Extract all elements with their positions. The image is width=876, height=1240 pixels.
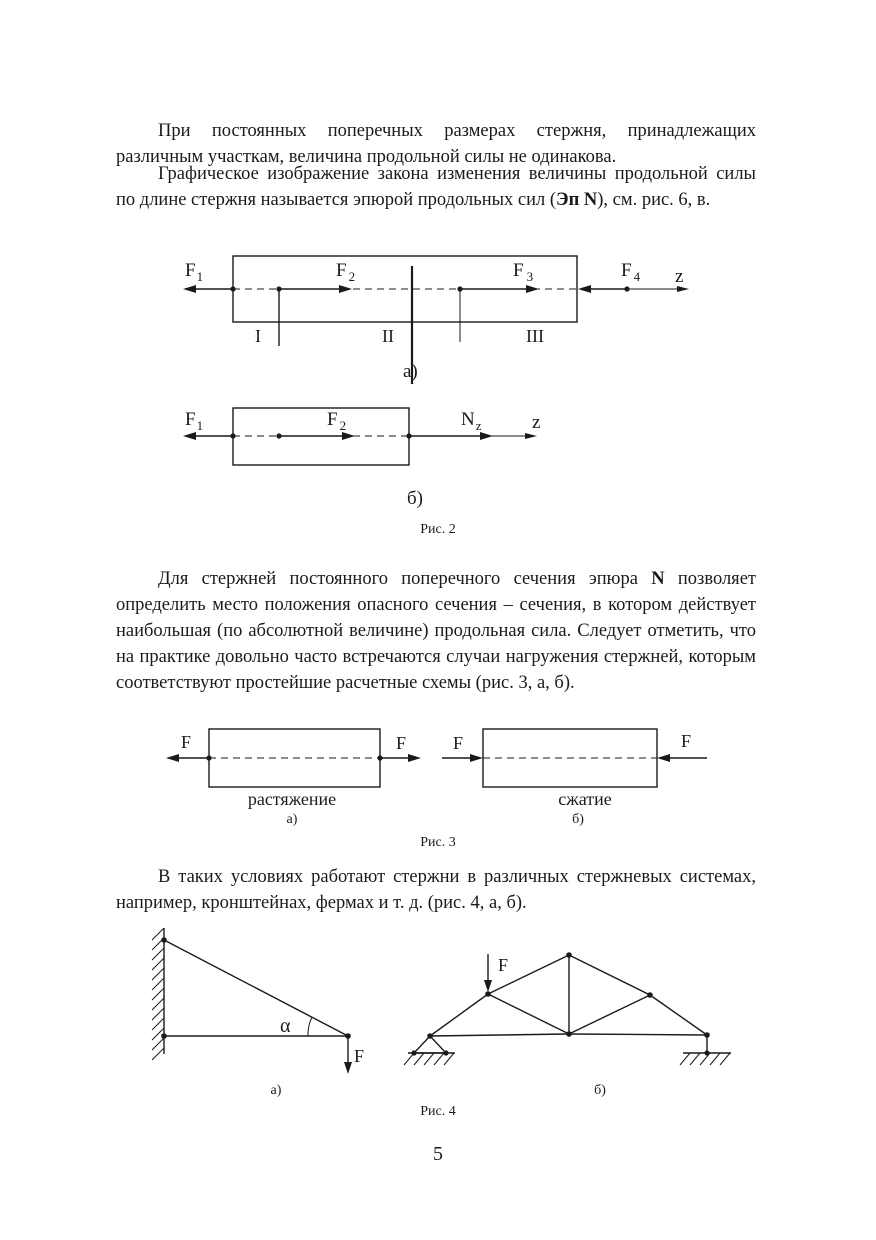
node-3a-right <box>377 755 382 760</box>
node-f1 <box>230 286 235 291</box>
label-f1-2b: $F_1$ <box>185 409 204 433</box>
arrowhead-3a-left <box>166 754 179 762</box>
label-angle: α <box>280 1015 291 1037</box>
truss-node-top <box>566 952 572 958</box>
bracket-diagonal-rod <box>164 940 348 1036</box>
node-f1-2b <box>230 433 235 438</box>
truss-node-upper-left <box>485 991 491 997</box>
paragraph-2-text-a: Графическое изображение закона изменения величины продольной силы по длине стержня называется эпюрой продольных сил ( <box>116 164 756 210</box>
truss-node-upper-right <box>647 992 653 998</box>
label-f3: F $_3$ <box>513 260 534 284</box>
paragraph-4 <box>116 864 756 916</box>
label-f4: F $_4$ <box>621 260 641 284</box>
label-bracket-force: F <box>354 1046 365 1066</box>
bracket-force-arrowhead <box>344 1062 352 1074</box>
label-f1: $F_1$ <box>185 260 204 284</box>
figure-3 <box>0 725 876 825</box>
label-section-3: III <box>526 326 544 346</box>
figure-2b <box>0 398 876 508</box>
arrowhead-f4 <box>578 285 591 293</box>
arrowhead-3a-right <box>408 754 421 762</box>
caption-fig3: Рис. 3 <box>420 835 456 850</box>
label-3a: а) <box>286 812 298 827</box>
node-nz <box>406 433 411 438</box>
label-fig2a: а) <box>403 361 418 382</box>
label-f2: F $_2$ <box>336 260 356 284</box>
label-nz: $N_z$ <box>461 409 482 433</box>
paragraph-3-text-b: позволяет определить место положения опасного сечения – сечения, в котором действует наибольшая (по абсолютной величине) продольная сила. Следует отметить, что на практике довольно часто встречаются случаи нагружения стержней, которым соответствуют простейшие расчетные схемы (рис. 3, а, б). <box>116 569 756 693</box>
arrowhead-f1-2b <box>183 432 196 440</box>
arrowhead-f3 <box>526 285 539 293</box>
figure-4 <box>0 922 876 1102</box>
arrowhead-f2 <box>339 285 352 293</box>
label-axis-z: z <box>675 266 684 287</box>
truss-support-right <box>680 1035 731 1065</box>
truss-support-left <box>404 1036 455 1065</box>
label-3b: б) <box>572 812 584 827</box>
caption-fig2: Рис. 2 <box>420 522 456 537</box>
paragraph-3-text-a: Для стержней постоянного поперечного сечения эпюра <box>158 569 652 589</box>
truss-members <box>430 955 707 1036</box>
label-truss-force: F <box>498 955 509 975</box>
label-3a-left-force: F <box>181 732 192 752</box>
label-3a-name: растяжение <box>247 789 337 809</box>
angle-arc <box>308 1017 312 1036</box>
arrowhead-f2-2b <box>342 432 355 440</box>
paragraph-4-text: В таких условиях работают стержни в различных стержневых системах, например, кронштейнах, фермах и т. д. (рис. 4, а, б). <box>116 867 756 913</box>
paragraph-2 <box>116 161 756 213</box>
label-3b-left-force: F <box>453 733 464 753</box>
label-fig4a: а) <box>270 1083 282 1098</box>
label-3b-name: сжатие <box>558 789 612 809</box>
caption-fig4: Рис. 4 <box>420 1104 456 1119</box>
z-axis-arrowhead-2b <box>525 433 537 439</box>
page-number: 5 <box>433 1143 443 1165</box>
truss-force-arrowhead <box>484 980 492 992</box>
paragraph-1-text: При постоянных поперечных размерах стержня, принадлежащих различным участкам, величина продольной силы не одинакова. <box>116 121 756 167</box>
node-f2-2b <box>276 433 281 438</box>
label-section-1: I <box>255 326 261 346</box>
label-f2-2b: F $_2$ <box>327 409 347 433</box>
label-3b-right-force: F <box>681 731 692 751</box>
label-section-2: II <box>382 326 394 346</box>
label-fig2b: б) <box>407 488 423 509</box>
arrowhead-3b-right <box>657 754 670 762</box>
label-axis-z-2b: z <box>532 412 541 433</box>
figure-2a <box>0 248 876 382</box>
truss-node-bottom-mid <box>566 1031 572 1037</box>
paragraph-3 <box>116 566 756 696</box>
paragraph-3-bold: N <box>651 569 665 589</box>
label-fig4b: б) <box>594 1083 606 1098</box>
node-3a-left <box>206 755 211 760</box>
wall-hatching <box>152 928 164 1060</box>
label-3a-right-force: F <box>396 733 407 753</box>
paragraph-2-text-b: ), см. рис. 6, в. <box>597 190 711 210</box>
bracket-node-bottom <box>161 1033 167 1039</box>
arrowhead-f1 <box>183 285 196 293</box>
arrowhead-3b-left <box>470 754 483 762</box>
bracket-node-top <box>161 937 167 943</box>
paragraph-2-bold: Эп N <box>556 190 598 210</box>
